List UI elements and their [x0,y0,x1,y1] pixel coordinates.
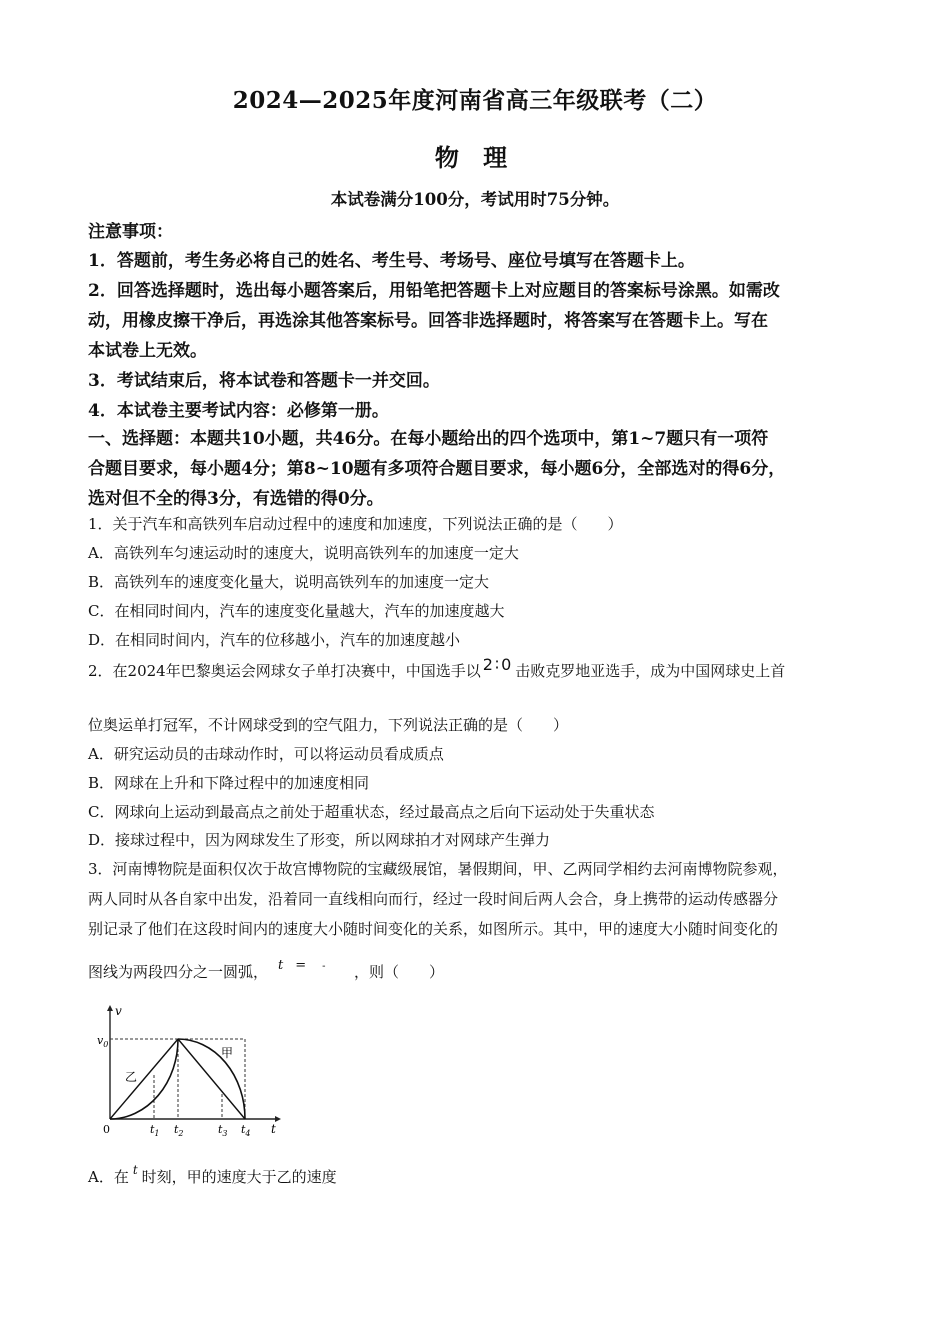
q3-stem-line: 别记录了他们在这段时间内的速度大小随时间变化的关系，如图所示。其中，甲的速度大小随时间变化的 [88,920,779,938]
v0-sub: 0 [103,1040,109,1049]
tick-t2 [174,1123,184,1138]
q1-option-c: C．在相同时间内，汽车的速度变化量越大，汽车的加速度越大 [88,602,505,620]
formula-equals: = [295,958,307,973]
subject-title: 物 理 [434,143,516,172]
tick-t4-sub: 4 [245,1129,251,1138]
tick-t1 [150,1123,160,1138]
tick-t4 [241,1123,251,1138]
tick-t3 [218,1123,228,1138]
exam-info: 本试卷满分100分，考试用时75分钟。 [330,190,620,209]
formula-t: t [278,958,284,973]
q1-option-a: A．高铁列车匀速运动时的速度大，说明高铁列车的加速度一定大 [88,544,519,562]
section-heading: 选对但不全的得3分，有选错的得0分。 [88,489,384,509]
notice-item: 2．回答选择题时，选出每小题答案后，用铅笔把答题卡上对应题目的答案标号涂黑。如需改 [88,281,780,301]
tick-t2-sub: 2 [178,1129,184,1138]
q3-stem-line: 3．河南博物院是面积仅次于故宫博物院的宝藏级展馆，暑假期间，甲、乙两同学相约去河南博物院参观， [88,860,788,878]
notice-item: 3．考试结束后，将本试卷和答题卡一并交回。 [88,371,440,391]
q3-option-a [88,1163,878,1187]
x-axis-label: t [271,1122,276,1136]
tick-t1-sub: 1 [154,1129,160,1138]
notice-item: 1．答题前，考生务必将自己的姓名、考生号、考场号、座位号填写在答题卡上。 [88,251,695,271]
q3-option-a-t: t [132,1163,138,1177]
y-axis-arrow-icon [107,1005,113,1011]
exam-title: 2024—2025年度河南省高三年级联考（二） [232,87,718,114]
q3-stem-part1: 图线为两段四分之一圆弧， [88,963,269,981]
x-axis-arrow-icon [275,1116,281,1122]
label-yi: 乙 [125,1070,138,1084]
q3-stem-line: 两人同时从各自家中出发，沿着同一直线相向而行，经过一段时间后两人会合，身上携带的运动传感器分 [88,890,779,908]
tick-t2-main: t [174,1123,179,1136]
yi-line-down [178,1039,245,1119]
section-heading: 合题目要求，每小题4分；第8~10题有多项符合题目要求，每小题6分，全部选对的得6分， [88,459,786,479]
q3-formula [278,958,352,973]
q2-stem-part2: 击败克罗地亚选手，成为中国网球史上首 [515,662,786,680]
notice-item: 动，用橡皮擦干净后，再选涂其他答案标号。回答非选择题时，将答案写在答题卡上。写在 [88,311,768,331]
q2-stem [88,655,878,681]
q2-option-c: C．网球向上运动到最高点之前处于超重状态，经过最高点之后向下运动处于失重状态 [88,803,655,821]
q1-option-b: B．高铁列车的速度变化量大，说明高铁列车的加速度一定大 [88,573,490,591]
q3-option-a-part2: 时刻，甲的速度大于乙的速度 [141,1168,337,1186]
notice-item: 本试卷上无效。 [88,341,207,361]
q3-option-a-part1: A．在 [88,1168,129,1186]
q3-stem-last-line [88,958,878,982]
origin-label: 0 [103,1123,110,1136]
v0-main: v [97,1034,104,1047]
q1-stem: 1．关于汽车和高铁列车启动过程中的速度和加速度，下列说法正确的是（ ） [88,515,623,533]
tick-t4-main: t [241,1123,246,1136]
q3-stem-part2: ，则（ ） [354,963,445,981]
y-axis-label: v [115,1004,122,1018]
q2-score-ratio: 2∶0 [482,655,514,674]
q2-stem-part1: 2．在2024年巴黎奥运会网球女子单打决赛中，中国选手以 [88,662,481,680]
tick-t3-main: t [218,1123,223,1136]
yi-line-up [110,1039,178,1119]
formula-dash: - [322,961,326,972]
q2-stem-line2: 位奥运单打冠军，不计网球受到的空气阻力，下列说法正确的是（ ） [88,716,569,734]
tick-t1-main: t [150,1123,155,1136]
tick-t3-sub: 3 [222,1129,228,1138]
notice-item: 4．本试卷主要考试内容：必修第一册。 [88,401,389,421]
notice-heading: 注意事项： [88,222,173,242]
q2-option-b: B．网球在上升和下降过程中的加速度相同 [88,774,370,792]
q2-option-a: A．研究运动员的击球动作时，可以将运动员看成质点 [88,745,444,763]
velocity-time-graph [95,1003,285,1139]
label-jia: 甲 [221,1046,234,1060]
q1-option-d: D．在相同时间内，汽车的位移越小，汽车的加速度越小 [88,631,461,649]
section-heading: 一、选择题：本题共10小题，共46分。在每小题给出的四个选项中，第1~7题只有一项符 [88,429,769,449]
q2-option-d: D．接球过程中，因为网球发生了形变，所以网球拍才对网球产生弹力 [88,831,551,849]
v0-label [97,1034,108,1049]
